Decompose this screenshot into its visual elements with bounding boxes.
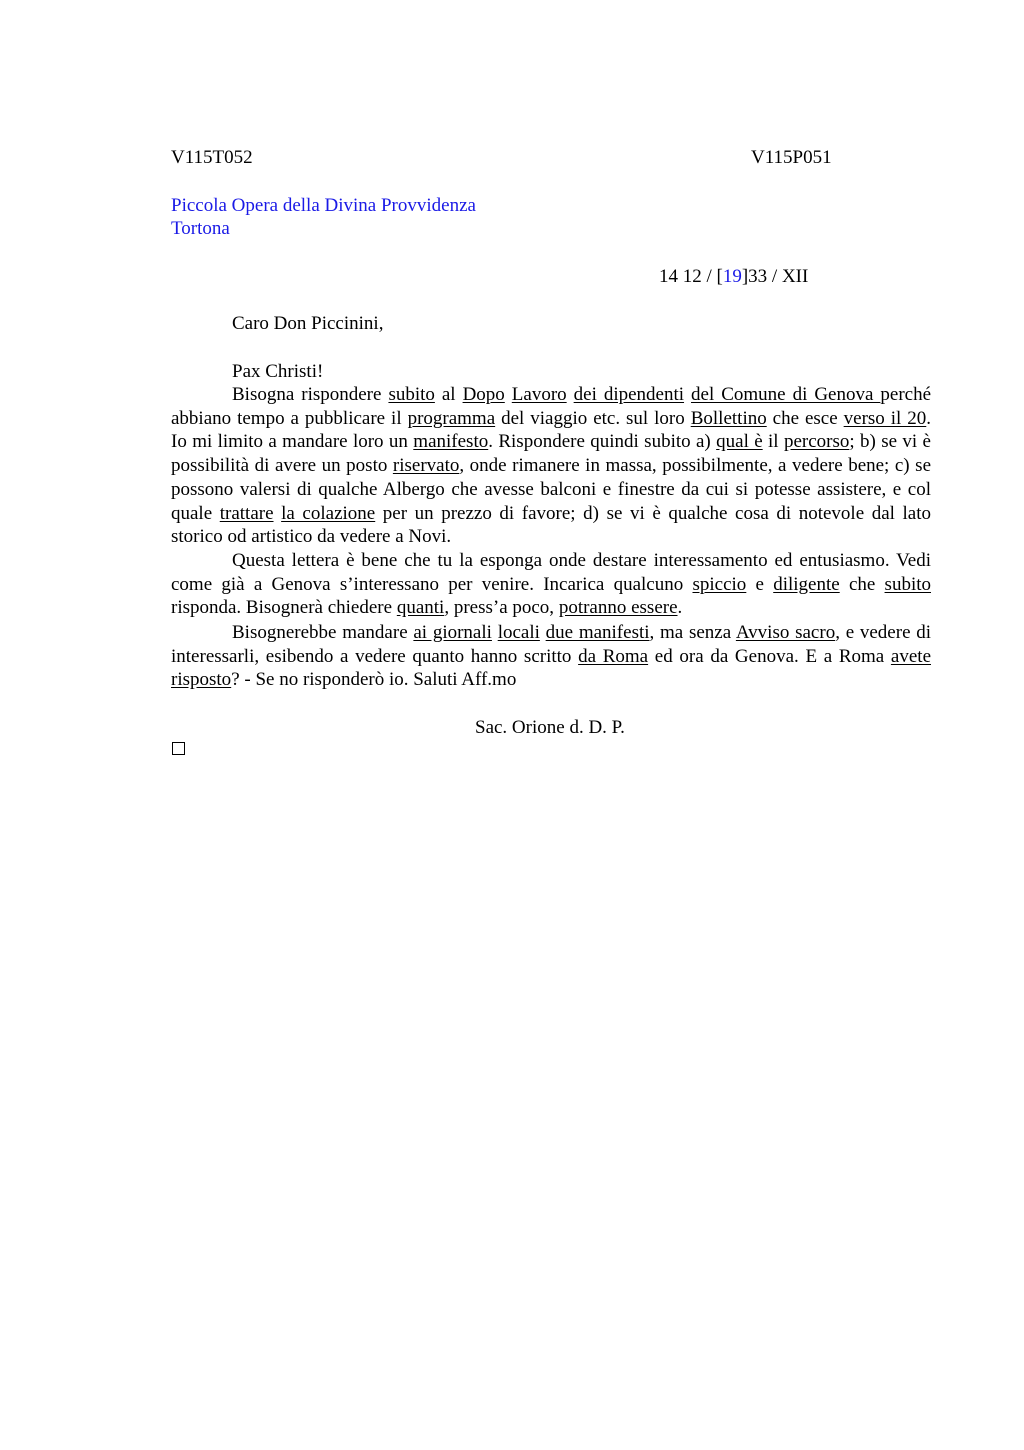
sender-organization: Piccola Opera della Divina Provvidenza — [171, 195, 476, 216]
text-run — [274, 503, 282, 524]
underlined-text: qual è — [716, 431, 763, 453]
paragraph-1-text — [171, 384, 931, 547]
underlined-text: Bollettino — [690, 407, 767, 429]
underlined-text: quanti — [396, 597, 445, 619]
text-run: Bisogna rispondere — [232, 384, 389, 405]
underlined-text: Lavoro — [511, 384, 567, 405]
text-run: perché abbiano tempo a pubblicare il — [171, 384, 932, 429]
text-run: ; b) se vi è possibilità di avere un posto — [171, 431, 931, 477]
text-run — [567, 384, 574, 405]
text-run: il — [762, 431, 784, 453]
text-run: , onde rimanere in massa, possibilmente, a vedere bene; c) se possono valersi di qualche Albergo che avesse balconi e finestre da cui si potesse assistere, e col quale — [171, 455, 931, 524]
underlined-text: potranno essere — [558, 597, 678, 619]
paragraph-3 — [171, 621, 931, 692]
text-run: ? - Se no risponderò io. Saluti Aff.mo — [231, 669, 517, 691]
text-run: al — [434, 384, 463, 405]
text-run: , ma senza — [649, 622, 736, 643]
text-run: che — [839, 573, 885, 595]
greeting: Pax Christi! — [232, 361, 324, 382]
underlined-text: trattare — [219, 502, 274, 524]
underlined-text: da Roma — [578, 645, 649, 667]
document-code-left: V115T052 — [171, 147, 253, 168]
underlined-text: avete risposto — [171, 645, 931, 691]
underlined-text: Avviso sacro — [735, 622, 836, 643]
text-run: . Io mi limito a mandare loro un — [171, 407, 932, 453]
text-run — [684, 384, 691, 405]
text-run — [505, 384, 512, 405]
text-run: Questa lettera è bene che tu la esponga onde destare interessamento ed entusiasmo. Vedi come già a Genova s’interessano per venire. Incarica qualcuno — [171, 550, 931, 595]
text-run: che esce — [766, 407, 844, 429]
paragraph-1 — [171, 383, 931, 549]
underlined-text: Dopo — [462, 384, 505, 405]
underlined-text: due manifesti — [545, 622, 650, 643]
underlined-text: diligente — [773, 573, 840, 595]
text-run: e — [746, 573, 774, 595]
paragraph-2 — [171, 549, 931, 620]
date-day-month: 14 12 / [ — [659, 266, 723, 287]
text-run: per un prezzo di favore; d) se vi è qualche cosa di notevole dal lato storico od artistico da vedere a Novi. — [171, 502, 932, 548]
letter-date — [659, 266, 808, 288]
underlined-text: programma — [407, 407, 496, 429]
sender-city: Tortona — [171, 218, 230, 239]
text-run: risponda. Bisognerà chiedere — [171, 597, 397, 619]
underlined-text: del Comune di Genova — [691, 384, 881, 405]
text-run: del viaggio etc. sul loro — [495, 407, 691, 429]
underlined-text: percorso — [783, 431, 850, 453]
underlined-text: spiccio — [692, 573, 747, 595]
paragraph-2-text — [171, 550, 931, 618]
text-run: ed ora da Genova. E a Roma — [648, 645, 891, 667]
underlined-text: la colazione — [281, 502, 376, 524]
underlined-text: verso il 20 — [843, 407, 927, 429]
checkbox-square — [172, 742, 185, 755]
text-run: , press’a poco, — [444, 597, 559, 619]
text-run: . — [677, 597, 683, 619]
date-year-prefix: 19 — [722, 266, 742, 287]
paragraph-3-text — [171, 622, 931, 690]
underlined-text: riservato — [392, 455, 460, 477]
text-run: , e vedere di interessarli, esibendo a vedere quanto hanno scritto — [171, 622, 932, 667]
signature: Sac. Orione d. D. P. — [475, 717, 625, 738]
underlined-text: subito — [884, 573, 931, 595]
underlined-text: dei dipendenti — [573, 384, 685, 405]
underlined-text: locali — [497, 622, 540, 643]
text-run: . Rispondere quindi subito a) — [488, 431, 717, 453]
underlined-text: manifesto — [413, 431, 489, 453]
document-code-right: V115P051 — [751, 147, 832, 168]
salutation: Caro Don Piccinini, — [232, 313, 384, 334]
underlined-text: ai giornali — [413, 622, 492, 643]
text-run: Bisognerebbe mandare — [232, 622, 414, 643]
date-year-suffix: ]33 / XII — [741, 266, 809, 287]
underlined-text: subito — [388, 384, 435, 405]
